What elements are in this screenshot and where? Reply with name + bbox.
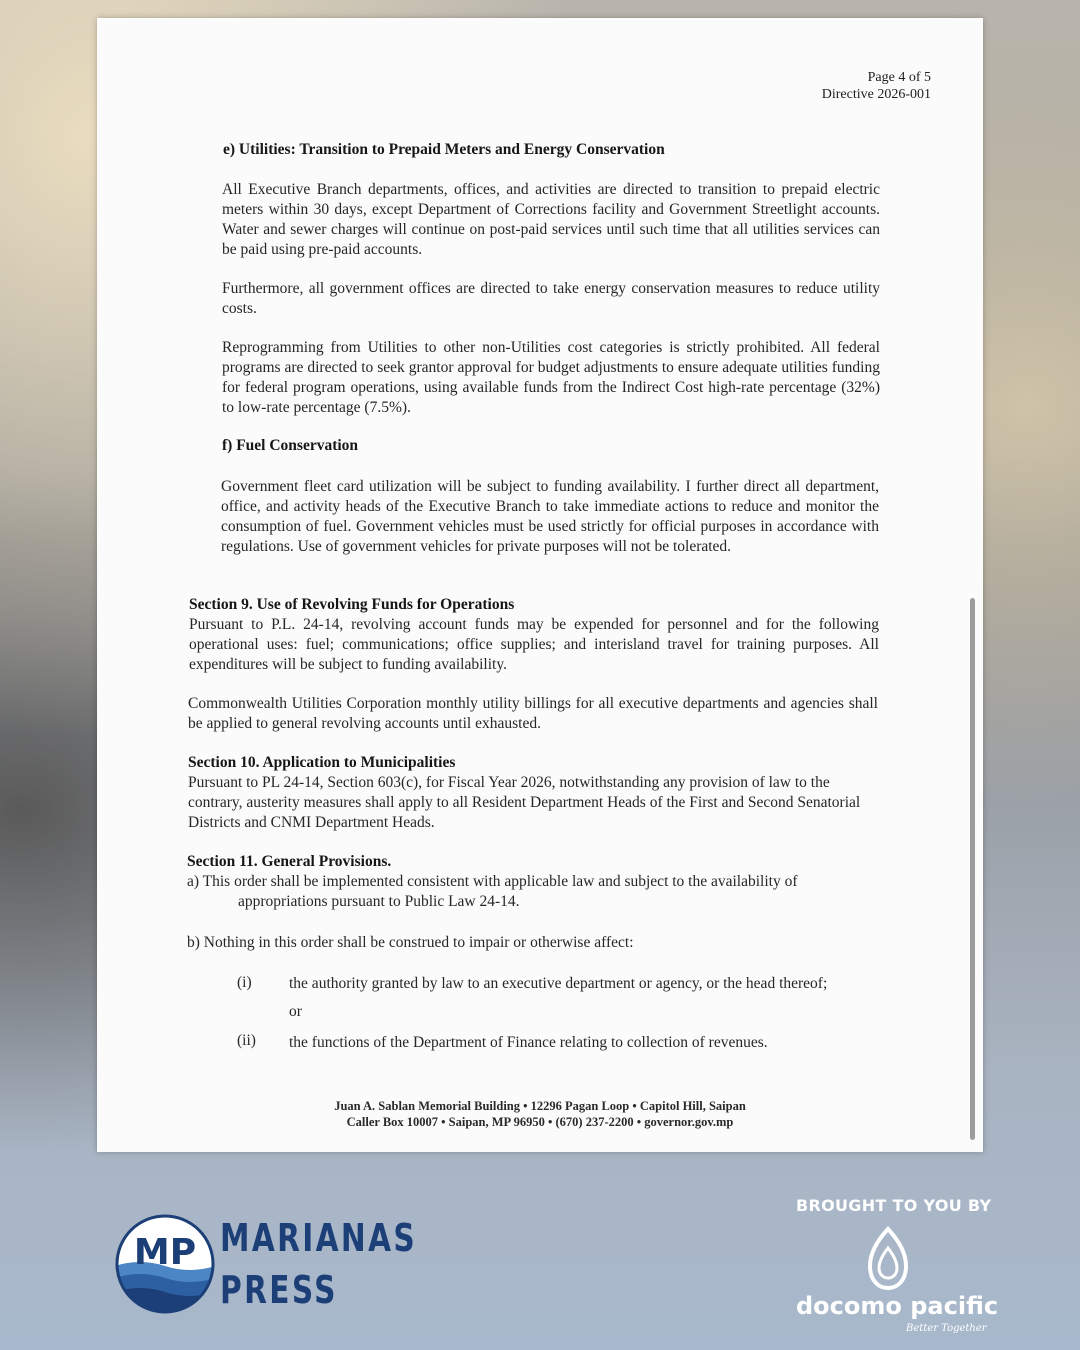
marianas-press-logo-icon bbox=[115, 1214, 215, 1314]
section-9-paragraph-1: Pursuant to P.L. 24-14, revolving account funds may be expended for personnel and for the following operational uses: fuel; communications; office supplies; and interisland travel for training purposes. All expenditures will be subject to funding availability. bbox=[189, 616, 879, 673]
page-number: Page 4 of 5 bbox=[867, 70, 931, 85]
item-i-number: (i) bbox=[237, 974, 252, 991]
section-10-title: Section 10. Application to Municipalities bbox=[188, 754, 456, 771]
directive-number: Directive 2026-001 bbox=[821, 87, 931, 102]
section-11-a-line-1: a) This order shall be implemented consistent with applicable law and subject to the availability of bbox=[187, 873, 798, 890]
sponsor-name: docomo pacific bbox=[796, 1292, 999, 1320]
footer-address: Juan A. Sablan Memorial Building • 12296 Pagan Loop • Capitol Hill, Saipan bbox=[334, 1099, 746, 1113]
section-e-paragraph-3: Reprogramming from Utilities to other non-Utilities cost categories is strictly prohibited. All federal programs are directed to seek grantor approval for budget adjustments to ensure adequate utilities funding for federal program operations, using available funds from the Indirect Cost high-rate percentage (32%) to low-rate percentage (7.5%). bbox=[222, 339, 880, 416]
docomo-drop-icon bbox=[866, 1226, 910, 1292]
section-9-title: Section 9. Use of Revolving Funds for Operations bbox=[189, 596, 515, 613]
section-e-paragraph-2: Furthermore, all government offices are directed to take energy conservation measures to reduce utility costs. bbox=[222, 280, 880, 317]
document-page bbox=[97, 18, 983, 1152]
item-or: or bbox=[289, 1003, 302, 1020]
section-11-b: b) Nothing in this order shall be construed to impair or otherwise affect: bbox=[187, 934, 634, 951]
item-ii-number: (ii) bbox=[237, 1032, 256, 1049]
section-11-a-line-2: appropriations pursuant to Public Law 24-14. bbox=[238, 893, 520, 910]
item-i-text: the authority granted by law to an executive department or agency, or the head thereof; bbox=[289, 975, 828, 992]
brand-name-line-1: MARIANAS bbox=[220, 1216, 418, 1260]
brand-name-line-2: PRESS bbox=[220, 1268, 338, 1312]
section-f-title: f) Fuel Conservation bbox=[222, 437, 359, 454]
sponsor-tagline: Better Together bbox=[906, 1323, 987, 1334]
footer-contact: Caller Box 10007 • Saipan, MP 96950 • (670) 237-2200 • governor.gov.mp bbox=[346, 1115, 734, 1129]
brought-to-you-label: BROUGHT TO YOU BY bbox=[796, 1196, 992, 1215]
section-11-title: Section 11. General Provisions. bbox=[187, 853, 392, 870]
page-header bbox=[822, 69, 931, 103]
section-9-paragraph-2: Commonwealth Utilities Corporation monthly utility billings for all executive departments and agencies shall be applied to general revolving accounts until exhausted. bbox=[188, 695, 878, 732]
section-10-paragraph: Pursuant to PL 24-14, Section 603(c), for Fiscal Year 2026, notwithstanding any provision of law to the contrary, austerity measures shall apply to all Resident Department Heads of the First and Second Senatorial Districts and CNMI Department Heads. bbox=[188, 774, 861, 831]
logo-letters: MP bbox=[133, 1232, 197, 1273]
document-footer bbox=[97, 1098, 983, 1130]
section-e-title: e) Utilities: Transition to Prepaid Meters and Energy Conservation bbox=[223, 141, 665, 158]
section-f-paragraph: Government fleet card utilization will be subject to funding availability. I further direct all department, office, and activity heads of the Executive Branch to take immediate actions to reduce and monitor the consumption of fuel. Government vehicles must be used strictly for official purposes in accordance with regulations. Use of government vehicles for private purposes will not be tolerated. bbox=[221, 478, 879, 555]
section-e-paragraph-1: All Executive Branch departments, offices, and activities are directed to transition to prepaid electric meters within 30 days, except Department of Corrections facility and Government Streetlight accounts. Water and sewer charges will continue on post-paid services until such time that all utilities services can be paid using pre-paid accounts. bbox=[222, 181, 880, 258]
scrollbar[interactable] bbox=[970, 598, 975, 1140]
item-ii-text: the functions of the Department of Finance relating to collection of revenues. bbox=[289, 1034, 768, 1051]
